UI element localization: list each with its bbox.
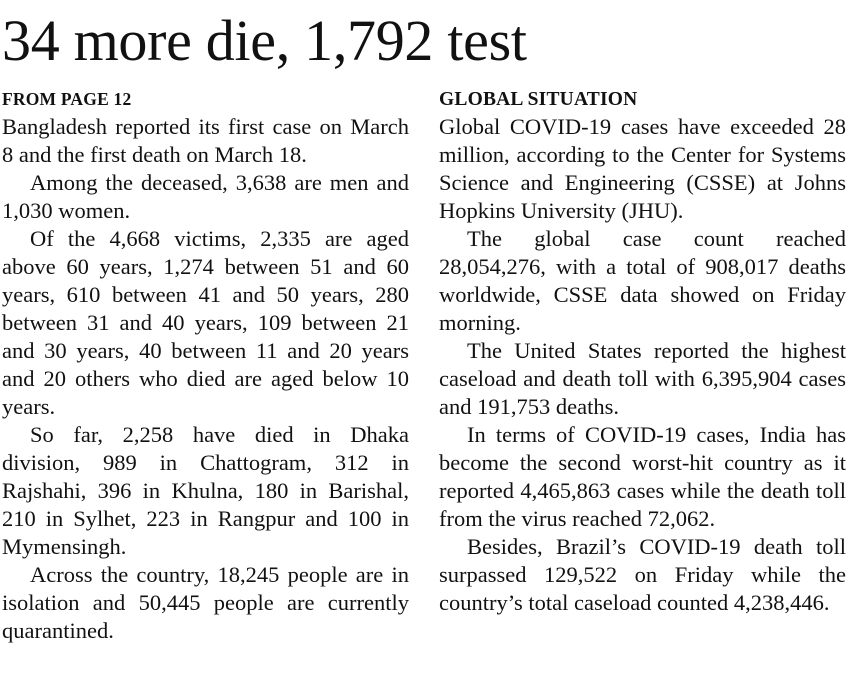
paragraph: The United States reported the highest caseload and death toll with 6,395,904 cases and 191,753 deaths. [439,338,846,419]
left-column [2,86,409,645]
paragraph: The global case count reached 28,054,276, with a total of 908,017 deaths worldwide, CSSE data showed on Friday morning. [439,226,846,335]
paragraph: Bangladesh reported its first case on March 8 and the first death on March 18. [2,114,409,167]
paragraph: Of the 4,668 victims, 2,335 are aged above 60 years, 1,274 between 51 and 60 years, 610 between 41 and 50 years, 280 between 31 and 40 years, 109 between 21 and 30 years, 40 between 11 and 20 years and 20 others who died are aged below 10 years. [2,226,409,419]
paragraph: In terms of COVID-19 cases, India has become the second worst-hit country as it reported 4,465,863 cases while the death toll from the virus reached 72,062. [439,422,846,531]
paragraph: Global COVID-19 cases have exceeded 28 million, according to the Center for Systems Science and Engineering (CSSE) at Johns Hopkins University (JHU). [439,114,846,223]
section-title: GLOBAL SITUATION [439,89,638,110]
headline: 34 more die, 1,792 test [2,8,527,73]
right-column [439,86,846,617]
continued-from-label: FROM PAGE 12 [2,89,132,109]
paragraph: So far, 2,258 have died in Dhaka division, 989 in Chattogram, 312 in Rajshahi, 396 in Khulna, 180 in Barishal, 210 in Sylhet, 223 in Rangpur and 100 in Mymensingh. [2,422,409,559]
paragraph: Among the deceased, 3,638 are men and 1,030 women. [2,170,409,223]
paragraph: Across the country, 18,245 people are in isolation and 50,445 people are currently quarantined. [2,562,409,643]
paragraph: Besides, Brazil’s COVID-19 death toll surpassed 129,522 on Friday while the country’s total caseload counted 4,238,446. [439,534,846,615]
